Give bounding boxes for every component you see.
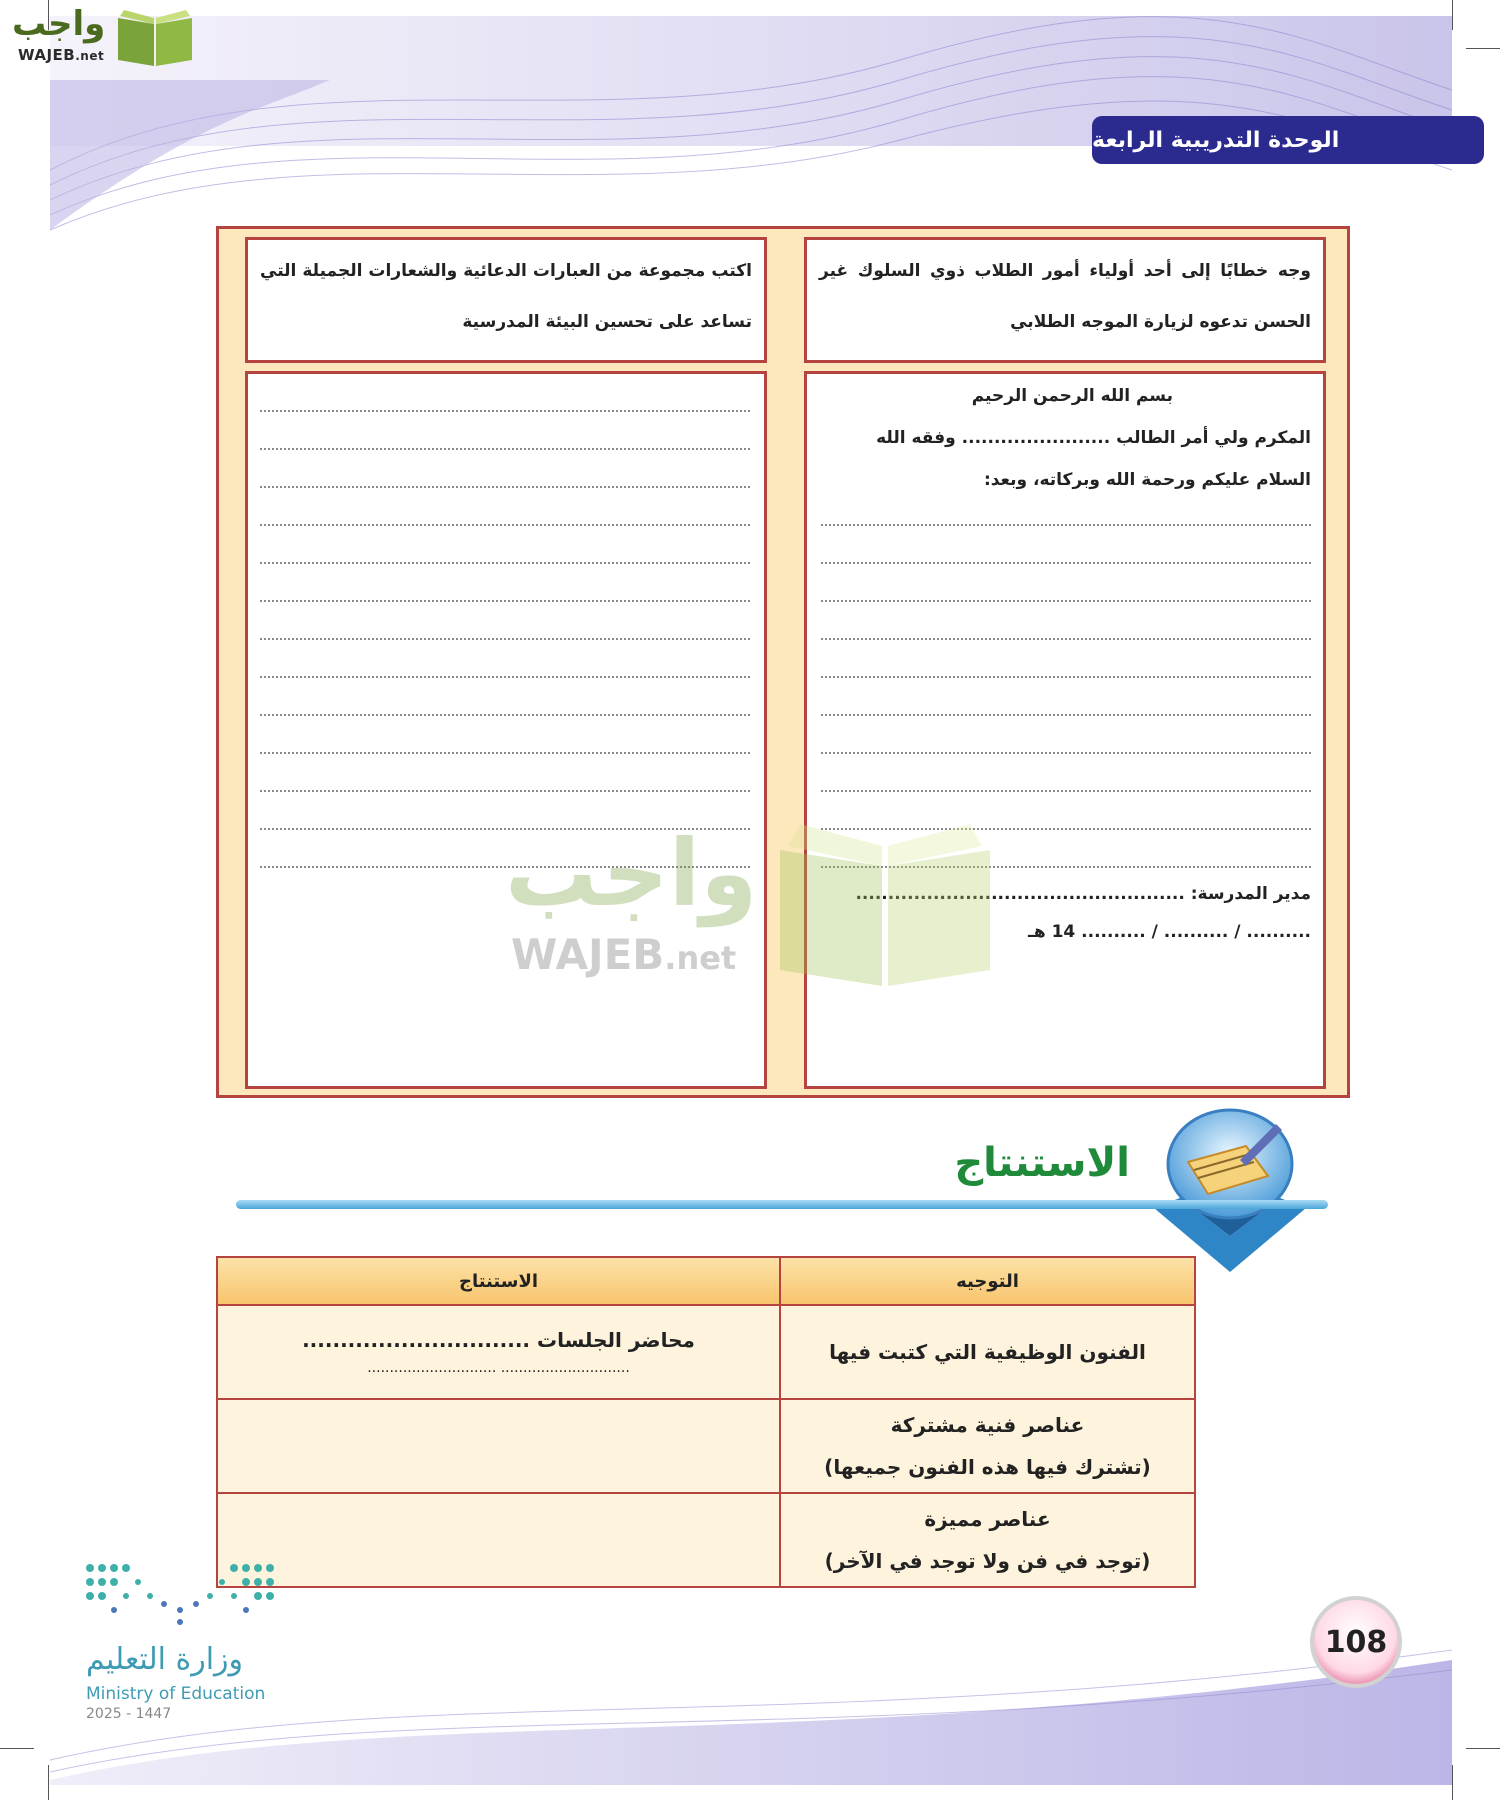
crop-mark: [0, 1748, 34, 1749]
ministry-logo: [84, 1560, 284, 1720]
writing-line: [260, 752, 750, 754]
greeting-line: السلام عليكم ورحمة الله وبركاته، وبعد:: [983, 470, 1311, 490]
brand-arabic: واجب: [12, 4, 106, 44]
conclusion-dots: ............................. .............................: [367, 1360, 630, 1376]
header-guide: التوجيه: [780, 1257, 1195, 1305]
watermark-arabic: واجب: [505, 820, 758, 927]
guide-text: عناصر فنية مشتركة: [890, 1413, 1085, 1437]
ministry-dots-icon: [84, 1560, 274, 1630]
principal-line: مدير المدرسة: ...................................................: [855, 884, 1311, 904]
writing-line: [821, 638, 1311, 640]
conclusion-table: [216, 1256, 1196, 1588]
salutation-line: المكرم ولي أمر الطالب ....................... وفقه الله: [876, 428, 1311, 448]
guide-cell: [780, 1305, 1195, 1399]
ministry-years: 2025 - 1447: [86, 1706, 172, 1722]
guide-subtext: (تشترك فيها هذه الفنون جميعها): [824, 1455, 1151, 1479]
guide-subtext: (توجد في فن ولا توجد في الآخر): [824, 1549, 1151, 1573]
writing-line: [821, 524, 1311, 526]
basmala: بسم الله الرحمن الرحيم: [971, 386, 1173, 406]
crop-mark: [1466, 1748, 1500, 1749]
page-number: 108: [1310, 1596, 1402, 1688]
writing-line: [260, 714, 750, 716]
writing-line: [821, 714, 1311, 716]
writing-line: [821, 790, 1311, 792]
book-icon: [114, 8, 196, 68]
crop-mark: [1466, 48, 1500, 49]
watermark-latin: WAJEB.net: [511, 930, 737, 979]
ministry-arabic: وزارة التعليم: [86, 1642, 244, 1677]
slogans-prompt-box: [245, 237, 767, 363]
writing-line: [821, 562, 1311, 564]
table-row: [217, 1305, 1195, 1399]
brand-logo: [8, 4, 193, 68]
letter-prompt-text: وجه خطابًا إلى أحد أولياء أمور الطلاب ذوي السلوك غير الحسن تدعوه لزيارة الموجه الطلابي: [819, 261, 1311, 332]
guide-cell: [780, 1399, 1195, 1493]
header-conclusion: الاستنتاج: [217, 1257, 780, 1305]
notepad-pen-icon: [1150, 1106, 1310, 1272]
writing-line: [821, 600, 1311, 602]
writing-line: [821, 676, 1311, 678]
guide-text: الفنون الوظيفية التي كتبت فيها: [829, 1340, 1146, 1364]
unit-header: الوحدة التدريبية الرابعة: [1092, 116, 1484, 164]
writing-line: [260, 448, 750, 450]
conclusion-title: الاستنتاج: [954, 1140, 1130, 1186]
conclusion-divider: [236, 1200, 1328, 1209]
watermark-book-icon: [770, 820, 1000, 990]
ministry-english: Ministry of Education: [86, 1684, 266, 1704]
conclusion-cell[interactable]: [217, 1305, 780, 1399]
writing-line: [260, 600, 750, 602]
letter-prompt-box: [804, 237, 1326, 363]
writing-line: [260, 524, 750, 526]
crop-mark: [48, 1765, 49, 1800]
writing-line: [260, 486, 750, 488]
writing-line: [821, 752, 1311, 754]
writing-line: [260, 562, 750, 564]
table-row: [217, 1493, 1195, 1587]
watermark: [505, 820, 1005, 990]
conclusion-cell[interactable]: [217, 1493, 780, 1587]
table-row: [217, 1399, 1195, 1493]
slogans-prompt-text: اكتب مجموعة من العبارات الدعائية والشعارات الجميلة التي تساعد على تحسين البيئة المدرسية: [260, 261, 752, 332]
writing-line: [260, 676, 750, 678]
brand-latin: WAJEB.net: [18, 46, 105, 64]
guide-text: عناصر مميزة: [924, 1507, 1051, 1531]
writing-line: [260, 638, 750, 640]
date-line: .......... / .......... / .......... 14 هـ: [1028, 922, 1311, 942]
crop-mark: [1452, 1765, 1453, 1800]
table-header-row: [217, 1257, 1195, 1305]
conclusion-cell[interactable]: [217, 1399, 780, 1493]
conclusion-text: محاضر الجلسات ..............................: [302, 1328, 695, 1352]
guide-cell: [780, 1493, 1195, 1587]
crop-mark: [1452, 0, 1453, 30]
writing-line: [260, 410, 750, 412]
writing-line: [260, 790, 750, 792]
